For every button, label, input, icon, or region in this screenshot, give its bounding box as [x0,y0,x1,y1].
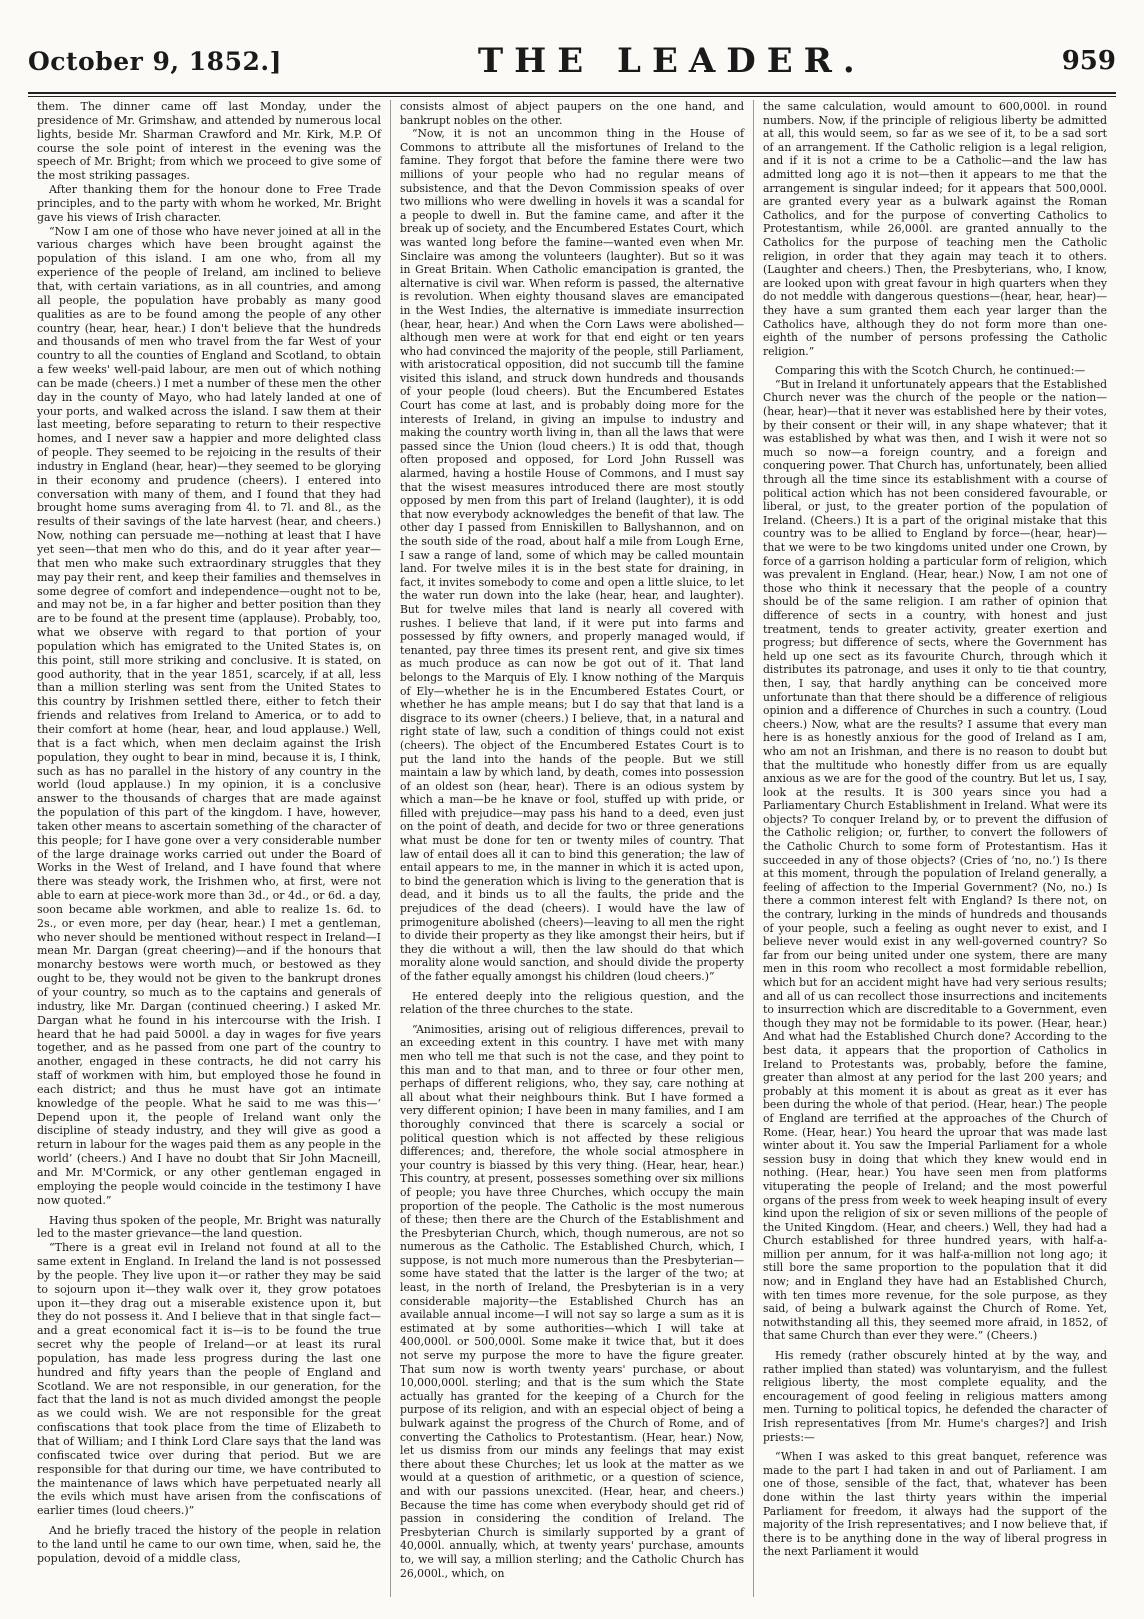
quote-paragraph: “Animosities, arising out of religious differences, prevail to an exceeding extent in this country. I have met with many men who tell me that such is not the case, and they point to this man and to that man, and to three or four other men, perhaps of different religions, who, they say, care nothing at all about what their neighbours think. But I have formed a very different opinion; I have been in many families, and I am thoroughly convinced that there is scarcely a social or political question which is not affected by these religious differences; and, therefore, the whole social atmosphere in your country is biassed by this very thing. (Hear, hear, hear.) This country, at present, possesses something over six millions of people; you have three Churches, which occupy the main proportion of the people. The Catholic is the most numerous of these; then there are the Church of the Establishment and the Presbyterian Church, which, though numerous, are not so numerous as the Catholic. The Established Church, which, I suppose, is not much more numerous than the Presbyterian—some have stated that the latter is the larger of the two; at least, in the north of Ireland, the Presbyterian is in a very considerable majority—the Established Church has an available annual income—I will not say so large a sum as it is estimated at by some authorities—which I will take at 400,000l. or 500,000l. Some make it twice that, but it does not serve my purpose the more to have the figure greater. That sum now is worth twenty years' purchase, or about 10,000,000l. sterling; and that is the sum which the State actually has granted for the keeping of a Church for the purpose of its religion, and with an especial object of being a bulwark against the progress of the Church of Rome, and of converting the Catholics to Protestantism. (Hear, hear.) Now, let us dismiss from our minds any feelings that may exist there about these Churches; let us look at the matter as we would at a question of arithmetic, or a question of science, and with our passions unexcited. (Hear, hear, and cheers.) Because the time has come when everybody should get rid of passion in considering the condition of Ireland. The Presbyterian Church is similarly supported by a grant of 40,000l. annually, which, at twenty years' purchase, amounts to, we will say, a million sterling; and the Catholic Church has 26,000l., which, on [400,1022,745,1580]
quote-paragraph: “Now, it is not an uncommon thing in the House of Commons to attribute all the misfortunes of Ireland to the famine. They forgot that before the famine there were two millions of your people who had no regular means of subsistence, and that the Devon Commission speaks of over two millions who were dwelling in hovels it was a scandal for a people to dwell in. But the famine came, and after it the break up of society, and the Encumbered Estates Court, which was wanted long before the famine—wanted even when Mr. Sinclaire was among the volunteers (laughter). But so it was in Great Britain. When Catholic emancipation is granted, the alternative is civil war. When reform is passed, the alternative is revolution. When eighty thousand slaves are emancipated in the West Indies, the alternative is immediate insurrection (hear, hear, hear.) And when the Corn Laws were abolished—although men were at work for that end eight or ten years who had convinced the majority of the people, still Parliament, with aristocratical opposition, did not succumb till the famine visited this island, and struck down hundreds and thousands of your people (loud cheers). But the Encumbered Estates Court has come at last, and is probably doing more for the interests of Ireland, in giving an impulse to industry and making the country worth living in, than all the laws that were passed since the Union (loud cheers.) It is odd that, though often proposed and opposed, for Lord John Russell was alarmed, having a hostile House of Commons, and I must say that the wisest measures introduced there are most stoutly opposed by men from this part of Ireland (laughter), it is odd that now everybody acknowledges the benefit of that law. The other day I passed from Enniskillen to Ballyshannon, and on the south side of the road, about half a mile from Lough Erne, I saw a range of land, some of which may be called mountain land. For twelve miles it is in the best state for draining, in fact, it invites somebody to come and open a little sluice, to let the water run down into the lake (hear, hear, and laughter). But for twelve miles that land is nearly all covered with rushes. I believe that land, if it were put into farms and possessed by fifty owners, and properly managed would, if tenanted, pay three times its present rent, and give six times as much produce as can now be got out of it. That land belongs to the Marquis of Ely. I know nothing of the Marquis of Ely—whether he is in the Encumbered Estates Court, or whether he has ample means; but I do say that that land is a disgrace to its owner (cheers.) I believe, that, in a natural and right state of law, such a condition of things could not exist (cheers). The object of the Encumbered Estates Court is to put the land into the hands of the people. But we still maintain a law by which land, by death, comes into possession of an oldest son (hear, hear). There is an odious system by which a man—be he knave or fool, stuffed up with pride, or filled with prejudice—may pass his hand to a deed, even just on the point of death, and decide for two or three generations what must be done for ten or twenty miles of country. That law of entail does all it can to bind this generation; the law of entail appears to me, in the manner in which it is acted upon, to bind the generation which is living to the generation that is dead, and it binds us to all the faults, the pride and the prejudices of the dead (cheers). I would have the law of primogeniture abolished (cheers)—leaving to all men the right to divide their property as they like amongst their heirs, but if they die without a will, then the law should do that which morality alone would sanction, and should divide the property of the father equally amongst his children (loud cheers.)” [400,127,745,983]
quote-paragraph: “Now I am one of those who have never joined at all in the various charges which have been brought against the population of this island. I am one who, from all my experience of the people of Ireland, am inclined to believe that, with certain variations, as in all countries, and among all people, the population have probably as many good qualities as are to be found among the people of any other country (hear, hear, hear.) I don't believe that the hundreds and thousands of men who travel from the far West of your country to all the counties of England and Scotland, to obtain a few weeks' well-paid labour, are men out of which nothing can be made (cheers.) I met a number of these men the other day in the county of Mayo, who had lately landed at one of your ports, and walked across the island. I saw them at their last meeting, before separating to return to their respective homes, and I never saw a happier and more delighted class of people. They seemed to be rejoicing in the results of their industry in England (hear, hear)—they seemed to be glorying in their economy and prudence (cheers). I entered into conversation with many of them, and I found that they had brought home sums averaging from 4l. to 7l. and 8l., as the results of their savings of the late harvest (hear, and cheers.) Now, nothing can persuade me—nothing at least that I have yet seen—that men who do this, and do it year after year—that men who make such extraordinary struggles that they may pay their rent, and keep their families and themselves in some degree of comfort and independence—ought not to be, and may not be, in a far higher and better position than they are to be found at the present time (applause). Probably, too, what we observe with regard to that portion of your population which has emigrated to the United States is, on this point, still more striking and conclusive. It is stated, on good authority, that in the year 1851, scarcely, if at all, less than a million sterling was sent from the United States to this country by Irishmen settled there, either to fetch their friends and relatives from Ireland to America, or to add to their comfort at home (hear, hear, and loud applause.) Well, that is a fact which, when men declaim against the Irish population, they ought to bear in mind, because it is, I think, such as has no parallel in the history of any country in the world (loud applause.) In my opinion, it is a conclusive answer to the thousands of charges that are made against the population of this part of the kingdom. I have, however, taken other means to ascertain something of the character of this people; for I have gone over a very considerable number of the large drainage works carried out under the Board of Works in the West of Ireland, and I have found that where there was steady work, the Irishmen who, at first, were not able to earn at piece-work more than 3d., or 4d., or 6d. a day, soon became able workmen, and able to realize 1s. 6d. to 2s., or even more, per day (hear, hear.) I met a gentleman, who never should be mentioned without respect in Ireland—I mean Mr. Dargan (great cheering)—and if the honours that monarchy bestows were worth much, or bestowed as they ought to be, they would not be given to the bankrupt drones of your country, so much as to the captains and generals of industry, like Mr. Dargan (continued cheering.) I asked Mr. Dargan what he found in his intercourse with the Irish. I heard that he had paid 5000l. a day in wages for five years together, and as he passed from one part of the country to another, engaged in these contracts, he did not carry his staff of workmen with him, but employed those he found in each district; and thus he must have got an intimate knowledge of the people. What he said to me was this—‘ Depend upon it, the people of Ireland want only the discipline of steady industry, and they will give as good a return in labour for the wages paid them as any people in the world’ (cheers.) And I have no doubt that Sir John Macneill, and Mr. M'Cormick, or any other gentleman engaged in employing the people would coincide in the testimony I have now quoted.” [37,224,381,1207]
paragraph: Having thus spoken of the people, Mr. Bright was naturally led to the master grievance—the land question. [37,1213,381,1241]
paragraph: After thanking them for the honour done to Free Trade principles, and to the party with whom he worked, Mr. Bright gave his views of Irish character. [37,183,381,224]
quote-paragraph: “When I was asked to this great banquet, reference was made to the part I had taken in and out of Parliament. I am one of those, sensible of the fact, that, whatever has been done within the last thirty years within the imperial Parliament for freedom, it always had the support of the majority of the Irish representatives; and I now believe that, if there is to be anything done in the way of liberal progress in the next Parliament it would [763,1450,1107,1559]
paragraph: the same calculation, would amount to 600,000l. in round numbers. Now, if the principle of religious liberty be admitted at all, this would seem, so far as we see of it, to be a sad sort of an arrangement. If the Catholic religion is a legal religion, and if it is not a crime to be a Catholic—and the law has admitted long ago it is not—then it appears to me that the arrangement is singular indeed; for it appears that 500,000l. are granted every year as a bulwark against the Roman Catholics, and for the purpose of converting Catholics to Protestantism, while 26,000l. are granted annually to the Catholics for the purpose of teaching men the Catholic religion, in order that they again may teach it to others. (Laughter and cheers.) Then, the Presbyterians, who, I know, are looked upon with great favour in high quarters when they do not meddle with dangerous questions—(hear, hear, hear)—they have a sum granted them each year larger than the Catholics have, although they do not form more than one-eighth of the number of persons professing the Catholic religion.” [763,100,1107,358]
quote-paragraph: “There is a great evil in Ireland not found at all to the same extent in England. In Ireland the land is not possessed by the people. They live upon it—or rather they may be said to sojourn upon it—they walk over it, they grow potatoes upon it—they drag out a miserable existence upon it, but they do not possess it. And I believe that in that single fact—and a great economical fact it is—is to be found the true secret why the people of Ireland—or at least its rural population, has made less progress during the last one hundred and fifty years than the people of England and Scotland. We are not responsible, in our generation, for the fact that the land is not as much divided amongst the people as we could wish. We are not responsible for the great confiscations that took place from the time of Elizabeth to that of William; and I think Lord Clare says that the land was confiscated twice over during that period. But we are responsible for that during our time, we have contributed to the maintenance of laws which have perpetuated nearly all the evils which must have arisen from the confiscations of earlier times (loud cheers.)” [37,1241,381,1518]
paragraph: consists almost of abject paupers on the one hand, and bankrupt nobles on the other. [400,100,744,127]
header-rule [28,92,1116,94]
page-number: 959 [1061,46,1116,76]
column-1 [28,100,390,1597]
paragraph: His remedy (rather obscurely hinted at by the way, and rather implied than stated) was voluntaryism, and the fullest religious liberty, the most complete equality, and the encouragement of good feeling in religious matters among men. Turning to political topics, he defended the character of Irish representatives [from Mr. Hume's charges?] and Irish priests:— [763,1349,1107,1444]
article-columns [28,100,1116,1597]
paragraph: He entered deeply into the religious question, and the relation of the three churches to the state. [400,989,744,1017]
masthead-title: THE LEADER. [477,41,866,81]
header-rule-thin [28,96,1116,97]
paragraph: And he briefly traced the history of the people in relation to the land until he came to our own time, when, said he, the population, devoid of a middle class, [37,1524,381,1565]
column-2 [390,100,753,1597]
column-3 [753,100,1116,1597]
page-header [28,34,1116,88]
issue-date: October 9, 1852.] [28,46,282,76]
quote-paragraph: “But in Ireland it unfortunately appears that the Established Church never was the church of the people or the nation—(hear, hear)—that it never was established here by their votes, by their consent or their will, in any shape whatever; that it was established by what was then, and I wish it were not so much so now—a foreign country, and a foreign and conquering power. That Church has, unfortunately, been allied through all the time since its establishment with a course of political action which has not been considered favourable, or liberal, or just, to the greater portion of the population of Ireland. (Cheers.) It is a part of the original mistake that this country was to be allied to England by force—(hear, hear)—that we were to be two kingdoms united under one Crown, by force of a garrison holding a particular form of religion, which was prevalent in England. (Hear, hear.) Now, I am not one of those who think it necessary that the people of a country should be of the same religion. I am rather of opinion that difference of sects in a country, with honest and just treatment, tends to greater activity, greater exertion and progress; but difference of sects, where the Government has held up one sect as its favourite Church, through which it distributes its patronage, and uses it only to tie that country, then, I say, that hardly anything can be conceived more unfortunate than that there should be a difference of religious opinion and a difference of Churches in such a country. (Loud cheers.) Now, what are the results? I assume that every man here is as honestly anxious for the good of Ireland as I am, who am not an Irishman, and there is no reason to doubt but that the multitude who honestly differ from us are equally anxious as we are for the good of the country. But let us, I say, look at the results. It is 300 years since you had a Parliamentary Church Establishment in Ireland. What were its objects? To conquer Ireland by, or to prevent the diffusion of the Catholic religion; or, further, to convert the followers of the Catholic Church to some form of Protestantism. Has it succeeded in any of those objects? (Cries of ‘no, no.’) Is there at this moment, through the population of Ireland generally, a feeling of affection to the Imperial Government? (No, no.) Is there a common interest felt with England? Is there not, on the contrary, lurking in the minds of hundreds and thousands of your people, such a feeling as ought never to exist, and I believe never would exist in any well-governed country? So far from our being united under one system, there are many men in this room who recollect a most formidable rebellion, which but for an accident might have had very serious results; and all of us can recollect those insurrections and incitements to insurrection which are discreditable to a Government, even though they may not be formidable to its power. (Hear, hear.) And what had the Established Church done? According to the best data, it appears that the proportion of Catholics in Ireland to Protestants was, probably, before the famine, greater than almost at any period for the last 200 years; and probably at this moment it is about as great as it ever has been during the whole of that period. (Hear, hear.) The people of England are terrified at the approaches of the Church of Rome. (Hear, hear.) You heard the uproar that was made last winter about it. You saw the Imperial Parliament for a whole session busy in doing that which they knew would end in nothing. (Hear, hear.) You have seen men from platforms vituperating the people of Ireland; and the most powerful organs of the press from week to week heaping insult of every kind upon the religion of six or seven millions of the people of the United Kingdom. (Hear, and cheers.) Well, they had had a Church established for three hundred years, with half-a-million per annum, for it was half-a-million not long ago; it still bore the same proportion to the population that it did now; and in England they have had an Established Church, with ten times more revenue, for the sole purpose, as they said, of being a bulwark against the Church of Rome. Yet, notwithstanding all this, they seemed more afraid, in 1852, of that same Church than ever they were.” (Cheers.) [763,377,1107,1343]
paragraph: Comparing this with the Scotch Church, he continued:— [775,364,1086,378]
paragraph: them. The dinner came off last Monday, under the presidence of Mr. Grimshaw, and attended by numerous local lights, beside Mr. Sharman Crawford and Mr. Kirk, M.P. Of course the sole point of interest in the evening was the speech of Mr. Bright; from which we proceed to give some of the most striking passages. [37,100,381,183]
